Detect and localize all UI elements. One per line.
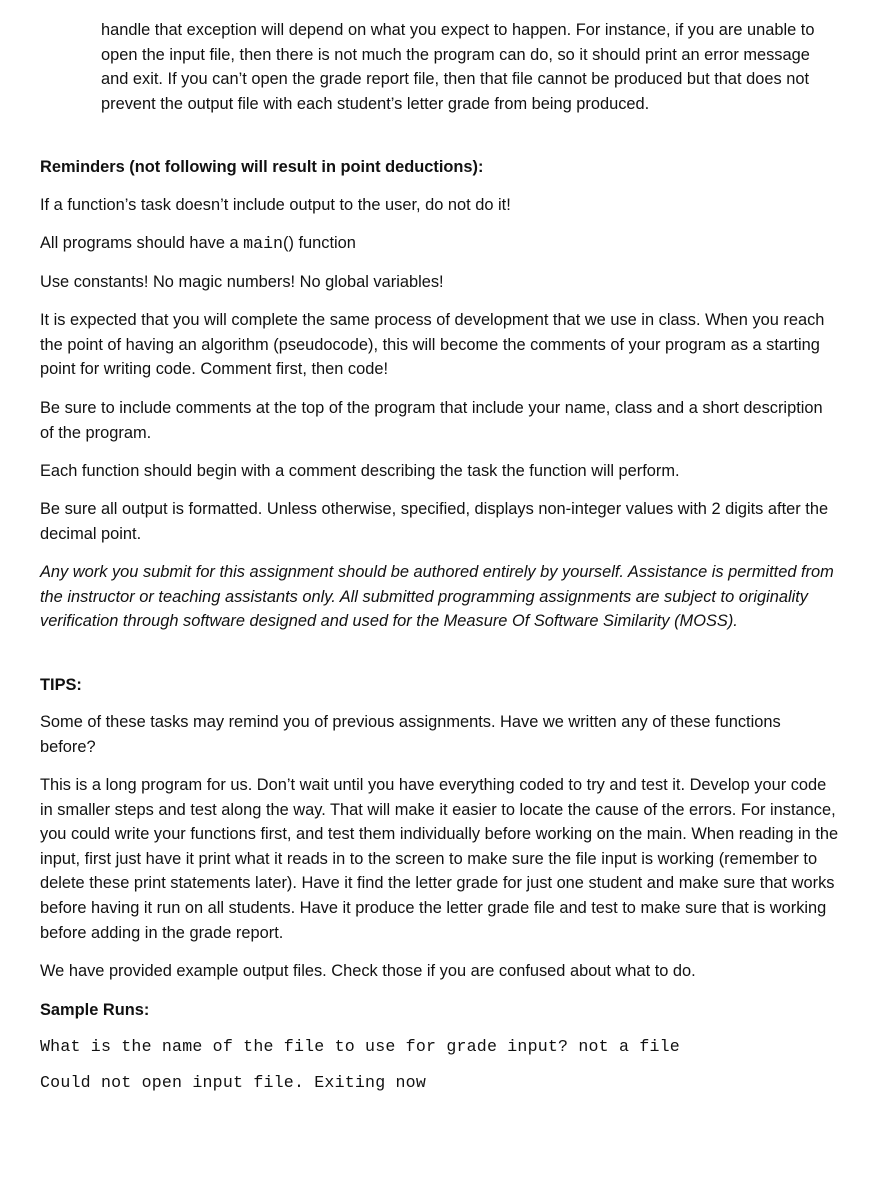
- reminder-header-comments: Be sure to include comments at the top of the program that include your name, class and a short description of the program.: [40, 399, 823, 442]
- tip-previous-assignments: Some of these tasks may remind you of previous assignments. Have we written any of these functions before?: [40, 713, 781, 756]
- reminder-function-comments: Each function should begin with a comment describing the task the function will perform.: [40, 462, 680, 480]
- reminder-no-output: If a function’s task doesn’t include output to the user, do not do it!: [40, 196, 511, 214]
- tip-example-files: We have provided example output files. Check those if you are confused about what to do.: [40, 962, 696, 980]
- reminder-development-process: It is expected that you will complete the same process of development that we use in class. When you reach the point of having an algorithm (pseudocode), this will become the comments of your program as a starting point for writing code. Comment first, then code!: [40, 311, 825, 379]
- sample-run-line-2: Could not open input file. Exiting now: [40, 1073, 426, 1092]
- main-code-text: main: [243, 234, 284, 253]
- reminder-main-pre: All programs should have a: [40, 234, 244, 252]
- reminder-main-post: () function: [283, 234, 356, 252]
- reminder-constants: Use constants! No magic numbers! No global variables!: [40, 273, 444, 291]
- reminder-main-function: [40, 231, 840, 257]
- tip-incremental-testing: This is a long program for us. Don’t wait until you have everything coded to try and test it. Develop your code in smaller steps and test along the way. That will make it easier to locate the cause of the errors. For instance, you could write your functions first, and test them individually before working on the main. When reading in the input, first just have it print what it reads in to the screen to make sure the file input is working (remember to delete these print statements later). Have it find the letter grade for just one student and make sure that works before having it run on all students. Have it produce the letter grade file and test to make sure that is working before adding in the grade report.: [40, 776, 839, 942]
- sample-runs-heading: Sample Runs:: [40, 1001, 150, 1019]
- sample-run-line-1: What is the name of the file to use for grade input? not a file: [40, 1037, 680, 1056]
- intro-paragraph: handle that exception will depend on what you expect to happen. For instance, if you are unable to open the input file, then there is not much the program can do, so it should print an error message and exit. If you can’t open the grade report file, then that file cannot be produced but that does not prevent the output file with each student’s letter grade from being produced.: [101, 21, 815, 113]
- reminder-formatting: Be sure all output is formatted. Unless otherwise, specified, displays non-integer values with 2 digits after the decimal point.: [40, 500, 829, 543]
- tips-heading: TIPS:: [40, 676, 82, 694]
- integrity-statement: Any work you submit for this assignment should be authored entirely by yourself. Assistance is permitted from the instructor or teaching assistants only. All submitted programming assignments are subject to originality verification through software designed and used for the Measure Of Software Similarity (MOSS).: [40, 563, 834, 631]
- reminders-heading: Reminders (not following will result in point deductions):: [40, 158, 484, 176]
